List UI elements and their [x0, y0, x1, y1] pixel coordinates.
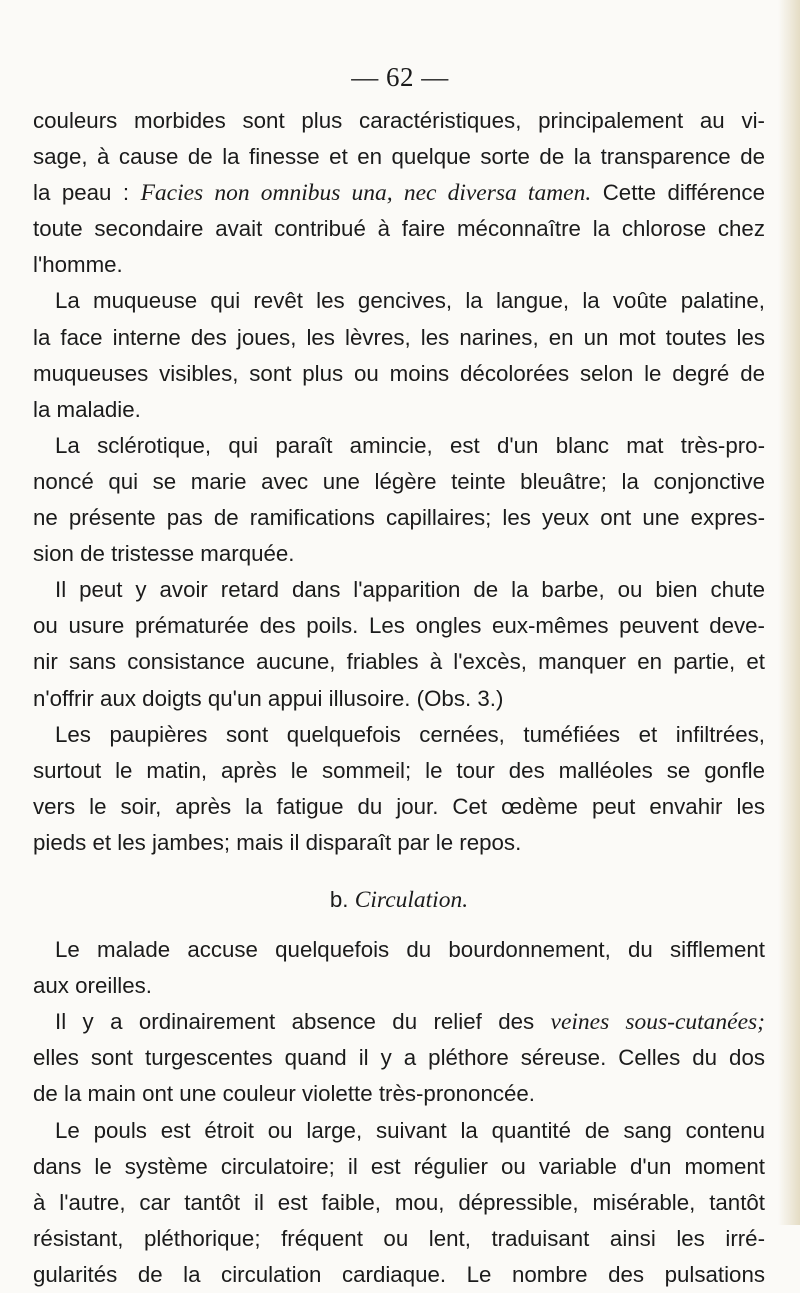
- text-line: couleurs morbides sont plus caractéristiques, principalement au vi-: [33, 108, 765, 133]
- text-line: l'homme.: [33, 252, 123, 278]
- text-line: sion de tristesse marquée.: [33, 541, 295, 567]
- text-line: n'offrir aux doigts qu'un appui illusoire. (Obs. 3.): [33, 685, 504, 711]
- text-line: Le pouls est étroit ou large, suivant la quantité de sang contenu: [55, 1117, 765, 1143]
- text-line: La muqueuse qui revêt les gencives, la langue, la voûte palatine,: [55, 288, 765, 314]
- text-line: muqueuses visibles, sont plus ou moins décolorées selon le degré de: [33, 360, 765, 386]
- text-line: la face interne des joues, les lèvres, les narines, en un mot toutes les: [33, 324, 765, 350]
- text-line: gularités de la circulation cardiaque. Le nombre des pulsations: [33, 1261, 765, 1287]
- text-line: pieds et les jambes; mais il disparaît par le repos.: [33, 829, 522, 855]
- section-title: Circulation.: [354, 886, 469, 913]
- section-heading: [33, 882, 765, 918]
- text-line: de la main ont une couleur violette très-prononcée.: [33, 1081, 535, 1107]
- text-line: sage, à cause de la finesse et en quelque sorte de la transparence de: [33, 144, 765, 170]
- text-line: elles sont turgescentes quand il y a pléthore séreuse. Celles du dos: [33, 1045, 765, 1071]
- text-line: ne présente pas de ramifications capillaires; les yeux ont une expres-: [33, 505, 765, 531]
- text-line: La sclérotique, qui paraît amincie, est d'un blanc mat très-pro-: [55, 432, 765, 458]
- text-line: nir sans consistance aucune, friables à l'excès, manquer en partie, et: [33, 649, 765, 675]
- text-line: aux oreilles.: [33, 973, 152, 999]
- text-line: vers le soir, après la fatigue du jour. Cet œdème peut envahir les: [33, 793, 765, 819]
- text-line: ou usure prématurée des poils. Les ongles eux-mêmes peuvent deve-: [33, 613, 765, 639]
- text-line: résistant, pléthorique; fréquent ou lent, traduisant ainsi les irré-: [33, 1225, 765, 1251]
- text-line: Il peut y avoir retard dans l'apparition de la barbe, ou bien chute: [55, 577, 765, 603]
- text-line: noncé qui se marie avec une légère teinte bleuâtre; la conjonctive: [33, 468, 765, 494]
- latin-quote: Facies non omnibus una, nec diversa tamen.: [140, 180, 592, 207]
- page-number: — 62 —: [351, 62, 449, 92]
- text-line: à l'autre, car tantôt il est faible, mou, dépressible, misérable, tantôt: [33, 1189, 765, 1215]
- text-line: surtout le matin, après le sommeil; le tour des malléoles se gonfle: [33, 757, 765, 783]
- text-line: Il y a ordinairement absence du relief des veines sous-cutanées;: [55, 1009, 765, 1036]
- text-line: la peau : Facies non omnibus una, nec diversa tamen. Cette différence: [33, 180, 765, 207]
- page-edge-shadow: [778, 0, 800, 1225]
- italic-term: veines sous-cutanées;: [550, 1009, 765, 1036]
- text-line: la maladie.: [33, 396, 141, 422]
- text-line: dans le système circulatoire; il est régulier ou variable d'un moment: [33, 1153, 765, 1179]
- section-letter: b.: [329, 886, 349, 912]
- text-line: Le malade accuse quelquefois du bourdonnement, du sifflement: [55, 937, 765, 963]
- text-line: toute secondaire avait contribué à faire méconnaître la chlorose chez: [33, 216, 765, 242]
- text-line: Les paupières sont quelquefois cernées, tuméfiées et infiltrées,: [55, 721, 765, 747]
- body-text: [33, 103, 765, 1293]
